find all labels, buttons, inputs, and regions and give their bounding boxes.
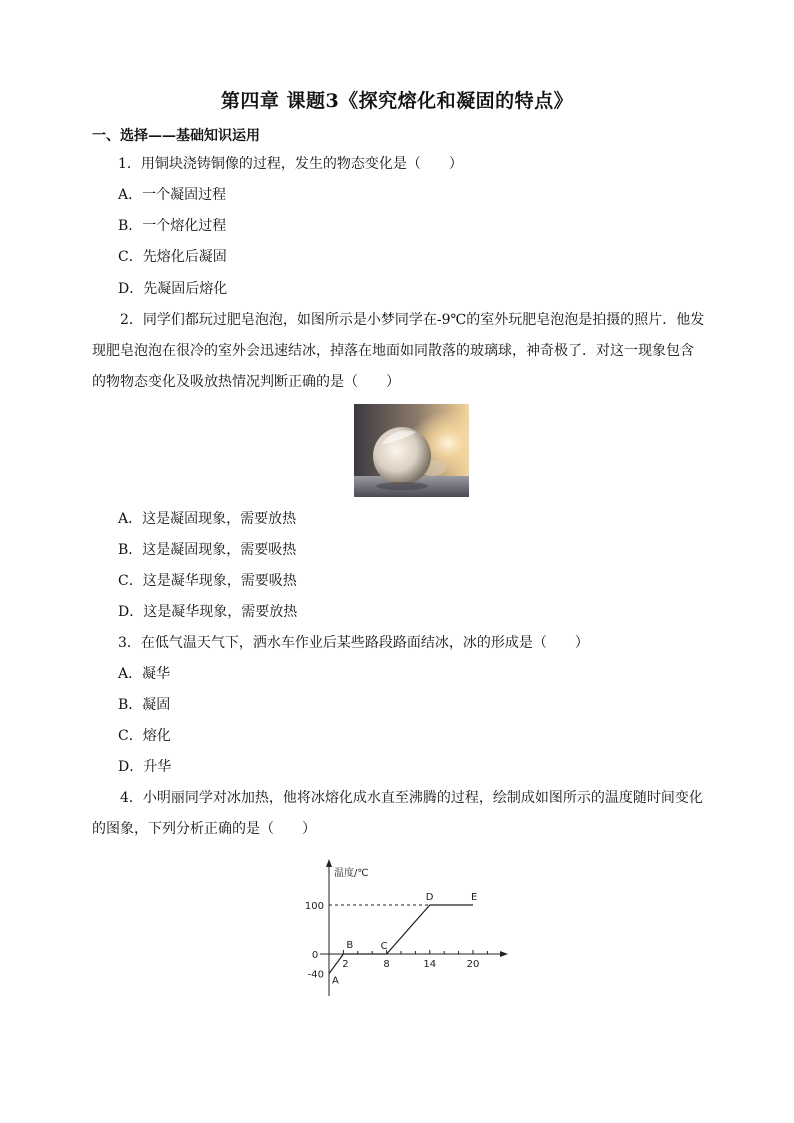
- x-axis-arrow: [500, 951, 508, 957]
- question-2-option-d[interactable]: D．这是凝华现象，需要放热: [118, 604, 298, 620]
- question-3-option-a[interactable]: A．凝华: [118, 666, 171, 682]
- y-tick-label: 100: [304, 901, 324, 912]
- x-tick-label: 8: [383, 959, 390, 970]
- y-axis-label: 温度/℃: [334, 868, 369, 879]
- question-2-option-b[interactable]: B．这是凝固现象，需要吸热: [118, 542, 297, 558]
- question-2-stem: 2．同学们都玩过肥皂泡泡，如图所示是小梦同学在-9℃的室外玩肥皂泡泡是拍摄的照片．他发现肥皂泡泡在很冷的室外会迅速结冰，掉落在地面如同散落的玻璃球，神奇极了．对这一现象包含的物物态变化及吸放热情况判断正确的是（ ）: [92, 312, 705, 390]
- point-label-b: B: [346, 940, 354, 951]
- question-4-stem: 4．小明丽同学对冰加热，他将冰熔化成水直至沸腾的过程，绘制成如图所示的温度随时间变化的图象，下列分析正确的是（ ）: [92, 790, 703, 837]
- x-tick-label: 14: [423, 959, 437, 970]
- question-3-option-c[interactable]: C．熔化: [118, 728, 171, 744]
- origin-label: 0: [311, 950, 319, 961]
- point-label-c: C: [380, 941, 388, 952]
- question-3-stem: 3．在低气温天气下，洒水车作业后某些路段路面结冰，冰的形成是（ ）: [118, 635, 589, 651]
- section-heading: 一、选择——基础知识运用: [92, 128, 260, 144]
- x-tick-label: 20: [466, 959, 480, 970]
- frozen-bubble-photo: [354, 404, 469, 497]
- page-title: 第四章 课题3《探究熔化和凝固的特点》: [220, 90, 574, 112]
- question-1-option-b[interactable]: B．一个熔化过程: [118, 218, 227, 234]
- question-3-option-d[interactable]: D．升华: [118, 759, 172, 775]
- question-1-option-d[interactable]: D．先凝固后熔化: [118, 281, 228, 297]
- point-label-a: A: [332, 975, 339, 987]
- question-1-stem: 1．用铜块浇铸铜像的过程，发生的物态变化是（ ）: [118, 156, 463, 172]
- point-label-e: E: [471, 892, 478, 903]
- temperature-time-chart: [296, 856, 516, 1004]
- question-2-option-a[interactable]: A．这是凝固现象，需要放热: [118, 511, 297, 527]
- question-2-option-c[interactable]: C．这是凝华现象，需要吸热: [118, 573, 297, 589]
- y-tick-label: -40: [307, 969, 324, 981]
- point-label-d: D: [425, 892, 434, 903]
- y-axis-arrow: [326, 859, 332, 867]
- question-1-option-c[interactable]: C．先熔化后凝固: [118, 249, 227, 265]
- question-3-option-b[interactable]: B．凝固: [118, 697, 171, 713]
- x-tick-label: 2: [342, 959, 349, 970]
- question-1-option-a[interactable]: A．一个凝固过程: [118, 187, 227, 203]
